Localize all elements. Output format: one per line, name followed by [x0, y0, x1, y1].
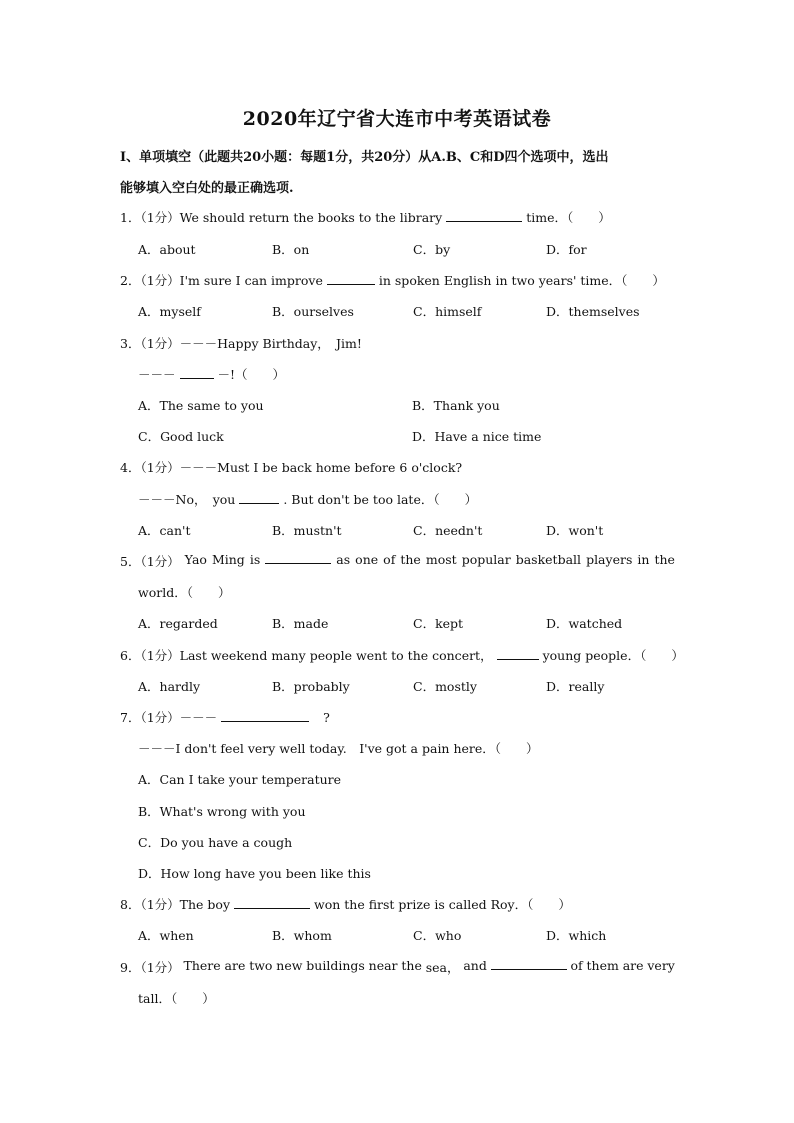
question-8	[120, 895, 571, 913]
question-text: －－－Happy Birthday， Jim!	[179, 336, 362, 351]
option-c: C．by	[413, 242, 451, 257]
question-text: ?	[323, 710, 330, 725]
question-word: most	[425, 552, 457, 567]
question-5-continued: world．（ ）	[138, 585, 231, 600]
option-b: B．What's wrong with you	[138, 804, 306, 819]
option-d: D．watched	[546, 616, 623, 631]
question-word: sea，	[425, 960, 460, 975]
question-number: 5．（1分）	[120, 554, 180, 569]
question-word: the	[654, 552, 675, 567]
question-word: one	[355, 552, 379, 567]
question-word: basketball	[515, 552, 582, 567]
question-4-reply	[138, 490, 477, 508]
question-word: popular	[461, 552, 511, 567]
question-6	[120, 646, 684, 664]
option-b: B．probably	[272, 679, 350, 694]
option-d: D．themselves	[546, 304, 640, 319]
answer-blank	[221, 710, 309, 722]
answer-blank	[497, 648, 539, 660]
option-b: B．Thank you	[412, 398, 500, 413]
option-d: D．won't	[546, 523, 604, 538]
question-word: are	[622, 958, 644, 973]
question-word: two	[249, 958, 273, 973]
option-c: C．needn't	[413, 523, 483, 538]
answer-blank	[327, 273, 375, 285]
question-number: 6．（1分）	[120, 648, 180, 663]
question-2	[120, 271, 665, 289]
question-word: of	[383, 552, 396, 567]
question-7-reply: －－－I don't feel very well today. I've got a pain here．（ ）	[138, 741, 539, 756]
option-b: B．ourselves	[272, 304, 354, 319]
option-d: D．How long have you been like this	[138, 866, 371, 881]
option-a: A．can't	[138, 523, 191, 538]
question-word: new	[276, 958, 303, 973]
option-d: D．Have a nice time	[412, 429, 542, 444]
option-b: B．mustn't	[272, 523, 342, 538]
question-9-continued: tall．（ ）	[138, 991, 215, 1006]
question-number: 1．（1分）	[120, 210, 180, 225]
option-a: A．hardly	[138, 679, 201, 694]
question-word: Ming	[211, 552, 245, 567]
question-word: players	[586, 552, 633, 567]
question-word: very	[647, 958, 675, 973]
question-3-reply	[138, 365, 285, 383]
question-text: －－－	[179, 710, 218, 725]
option-c: C．who	[413, 928, 462, 943]
option-a: A．The same to you	[138, 398, 264, 413]
question-text: I'm sure I can improve	[179, 273, 323, 288]
question-9	[120, 958, 675, 976]
option-c: C．mostly	[413, 679, 477, 694]
question-text: . But don't be too late．（ ）	[283, 492, 478, 507]
option-a: A．when	[138, 928, 194, 943]
question-number: 8．（1分）	[120, 897, 180, 912]
answer-blank	[239, 492, 279, 504]
question-number: 4．（1分）	[120, 460, 180, 475]
option-a: A．Can I take your temperature	[138, 772, 342, 787]
answer-blank	[446, 210, 522, 222]
question-4	[120, 458, 462, 476]
option-d: D．really	[546, 679, 605, 694]
question-word: the	[401, 958, 422, 973]
option-c: C．himself	[413, 304, 482, 319]
question-text: in spoken English in two years' time．（ ）	[378, 273, 665, 288]
question-word: them	[586, 958, 619, 973]
section-instruction-line2: 能够填入空白处的最正确选项.	[120, 181, 294, 196]
answer-blank	[234, 897, 310, 909]
question-word: are	[224, 958, 246, 973]
option-b: B．on	[272, 242, 310, 257]
option-b: B．made	[272, 616, 329, 631]
answer-blank	[491, 958, 567, 970]
question-text: －!（ ）	[217, 367, 286, 382]
question-word: buildings	[306, 958, 365, 973]
question-number: 3．（1分）	[120, 336, 180, 351]
question-number: 7．（1分）	[120, 710, 180, 725]
answer-blank	[265, 552, 331, 564]
option-a: A．about	[138, 242, 196, 257]
option-c: C．Good luck	[138, 429, 224, 444]
question-number: 2．（1分）	[120, 273, 180, 288]
answer-blank	[180, 367, 214, 379]
question-word: and	[463, 958, 487, 973]
question-text: The boy	[179, 897, 231, 912]
question-word: in	[637, 552, 650, 567]
question-text: Last weekend many people went to the concert，	[179, 648, 493, 663]
option-c: C．kept	[413, 616, 464, 631]
question-word: the	[400, 552, 421, 567]
question-5	[120, 552, 675, 570]
question-word: is	[249, 552, 261, 567]
option-a: A．myself	[138, 304, 201, 319]
question-1	[120, 208, 611, 226]
question-text: young people．（ ）	[542, 648, 684, 663]
section-instruction-line1: Ⅰ、单项填空（此题共20小题：每题1分，共20分）从A.B、C和D四个选项中，选出	[120, 150, 609, 165]
question-word: There	[183, 958, 221, 973]
question-text: －－－No， you	[138, 492, 236, 507]
question-text: won the first prize is called Roy．（ ）	[314, 897, 571, 912]
option-c: C．Do you have a cough	[138, 835, 293, 850]
option-b: B．whom	[272, 928, 332, 943]
question-word: near	[368, 958, 398, 973]
question-word: as	[336, 552, 351, 567]
question-7	[120, 708, 330, 726]
question-3	[120, 334, 362, 352]
page-title: 2020年辽宁省大连市中考英语试卷	[242, 108, 552, 130]
option-d: D．which	[546, 928, 607, 943]
question-word: Yao	[184, 552, 207, 567]
question-text: We should return the books to the library	[179, 210, 443, 225]
question-word: of	[570, 958, 583, 973]
question-text: －－－	[138, 367, 176, 382]
option-a: A．regarded	[138, 616, 218, 631]
option-d: D．for	[546, 242, 587, 257]
question-text: time．（ ）	[526, 210, 611, 225]
question-number: 9．（1分）	[120, 960, 180, 975]
question-text: －－－Must I be back home before 6 o'clock?	[179, 460, 463, 475]
